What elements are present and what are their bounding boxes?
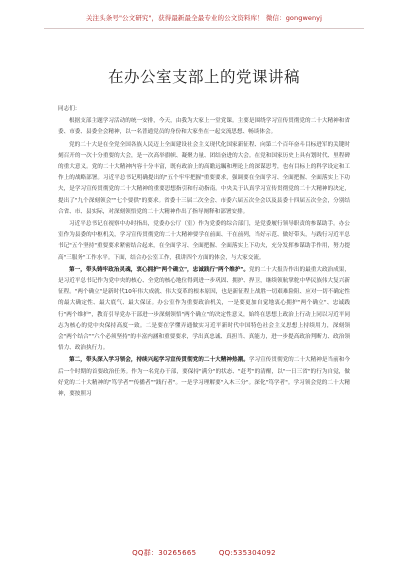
section-1-lead: 第一，带头铸牢政治灵魂，衷心拥护"两个确立"，忠诚践行"两个维护"。 [69,266,250,273]
document-body [58,104,350,401]
document-title: 在办公室支部上的党课讲稿 [107,68,300,86]
section-2-text: 学习宣传贯彻党的二十大精神是当前和今后一个时期的首要政治任务。作为一名党办干部，要保持"满分"的状态、"赶考"的清醒，以"一日三省"的行为自觉，做好党的二十大精神的"笃学者""传播者""践行者"。一是学习理解要"入木三分"。深化"笃学者"。学习领会党的二十大精神，要按照习 [58,357,350,398]
footer [0,548,408,558]
greeting: 同志们： [58,106,81,112]
paragraph: 党的二十大是在全党全国各族人民迈上全面建设社会主义现代化国家新征程、向第二个百年奋斗目标进军的关键时刻召开的一次十分重要的大会，是一次高举旗帜、凝聚力量、团结奋进的大会。在党和国家历史上具有划时代、里程碑的重大意义。党的二十大精神内容十分丰富，既有政治上的高瞻远瞩和理论上的深谋思考，也有目标上的科学设定和工作上的战略部署。习近平总书记明确提出的"五个牢牢把握"重要要求，强调要在全面学习、全面把握、全面落实上下功夫，是学习宣传贯彻党的二十大精神的重要思想指引和行动指南。中央关于认真学习宣传贯彻党的二十大精神的决定，提出了"九个深刻领会""七个要供"的要求。省委十三届二次全会、市委六届五次全会以及县委十四届五次全会，分别结合省、市、县实际，对深刻领悟党的二十大精神作出了指导阐释和部署安排。 [58,141,350,215]
paragraph-section-2 [58,355,350,400]
section-2-lead: 第二，带头深入学习领会，持续兴起学习宣传贯彻党的二十大精神热潮。 [69,357,249,364]
paragraph: 习近平总书记在视察中办时指出，党委办公厅（室）作为党委的综合部门，是党委履行领导职责的参谋助手。办公室作为县委的中枢机关，学习宣传贯彻党的二十大精神要学在前面、干在前列，当好示范、做好带头，与践行习近平总书记"五个坚持"重要要求紧密结合起来，在全面学习、全面把握、全面落实上下功夫，充分发挥参谋助手作用，努力提高"三服务"工作水平。下面，结合办公室工作，我讲四个方面的体会，与大家交流。 [58,221,350,261]
footer-qq-group: QQ群：30265665 [132,549,197,557]
footer-qq: QQ:535304092 [218,549,276,557]
paragraph-section-1 [58,265,350,355]
header-banner: 关注头条号"公文研究"，获得最新最全最专业的公文资料库！ 微信：gongwenyj [44,6,364,29]
section-1-text: 党的二十大报告作出的最重大政治成果，是习近平总书记作为党中央的核心、全党的核心地位得到进一步巩固、拥护、捍卫，继续领航掌舵中华民族伟大复兴新征程。"两个确立"是新时代10年伟大成就、伟大变革的根本原因，也是新征程上战胜一切艰难险阻、应对一切不确定性的最大确定性、最大底气、最大保证。办公室作为重要政治机关，一是要更加自觉地衷心拥护"两个确立"、忠诚践行"两个维护"，教育引导党办干部进一步深刻领悟"两个确立"的决定性意义，始终在思想上政治上行动上同以习近平同志为核心的党中央保持高度一致。二是要在学懂弄通做实习近平新时代中国特色社会主义思想上持续用力，深刻领会"两个结合""六个必须坚持"的丰富内涵和重要要求，学出真忠诚、真担当、真能力，进一步提高政治判断力、政治领悟力、政治执行力。 [58,266,350,352]
paragraph: 根据支部主题学习活动的统一安排，今天，由我为大家上一堂党课。主要是围绕学习宣传贯彻党的二十大精神和省委、市委、县委全会精神，以一名普通党员的身份和大家坐在一起交流思想、畅谈体会。 [58,118,350,136]
